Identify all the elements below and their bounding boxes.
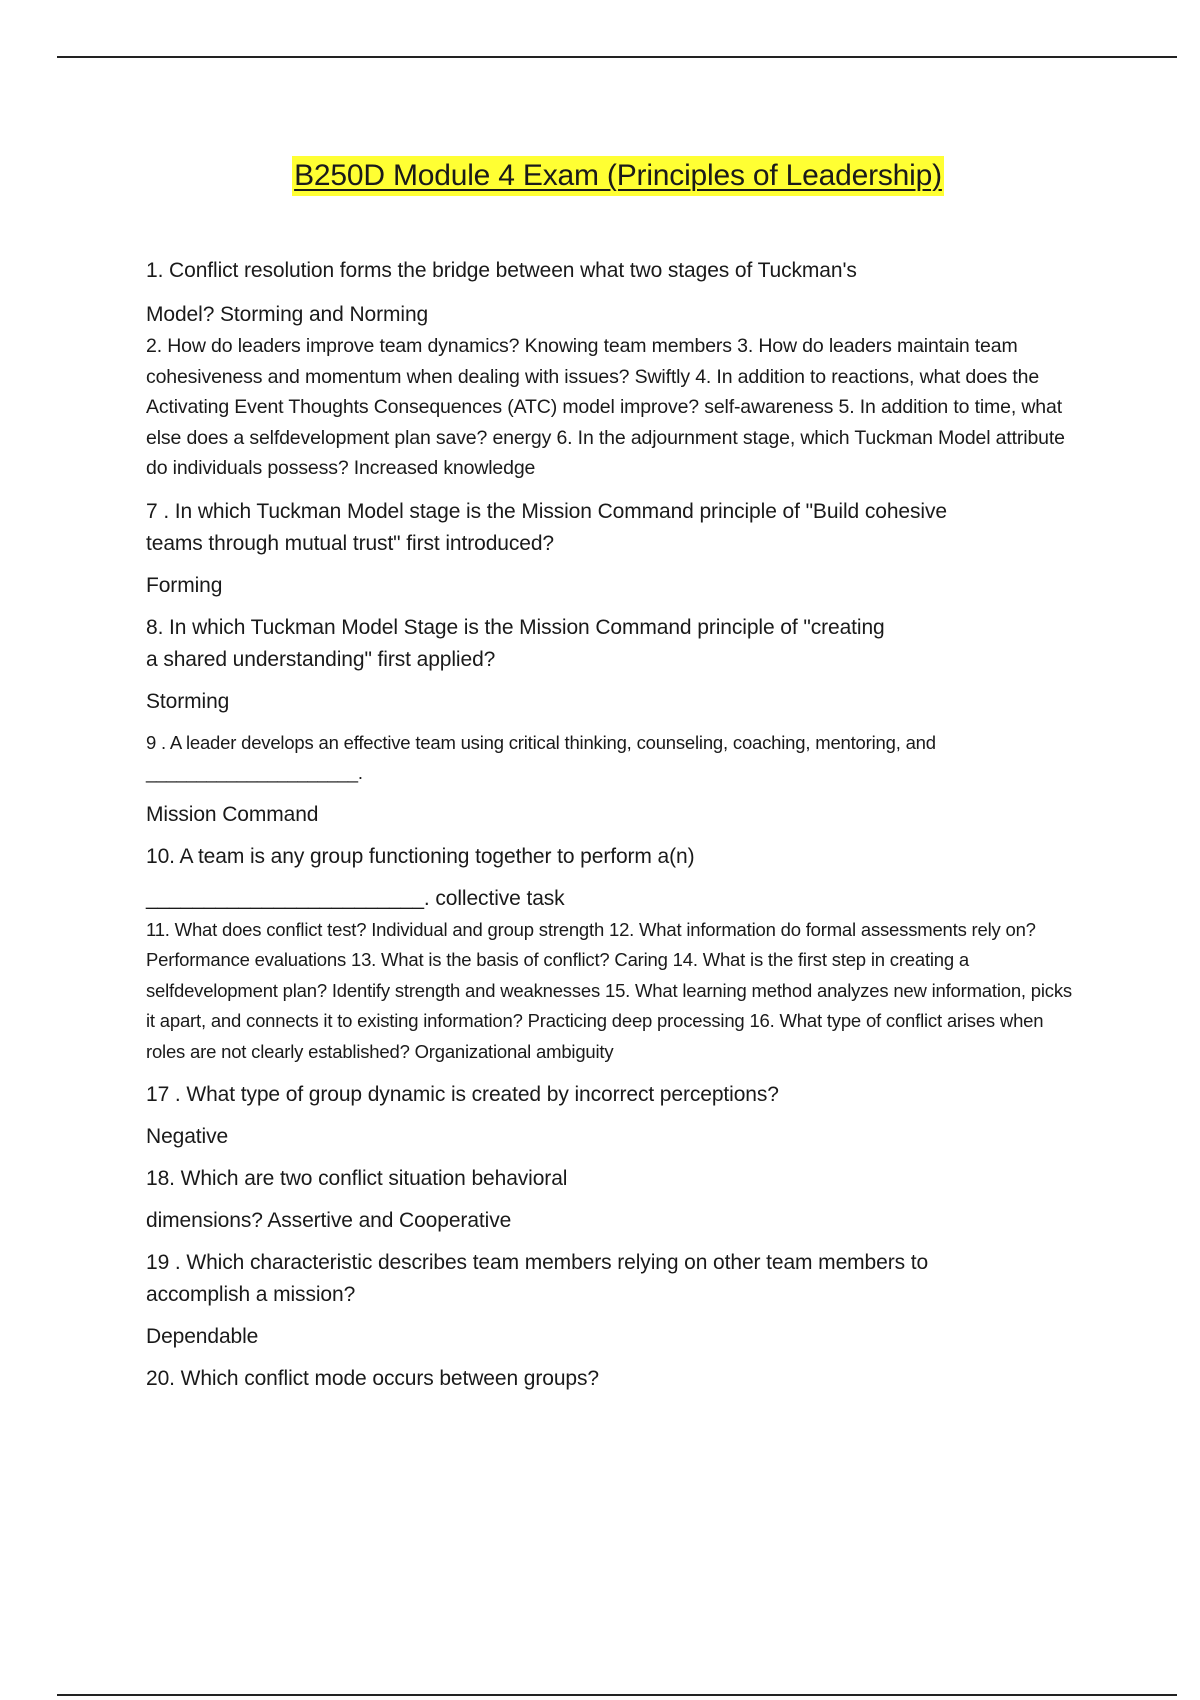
question-17-answer: Negative — [146, 1125, 229, 1148]
question-10-line-2: ________________________. collective task — [146, 886, 565, 910]
question-10-line-1: 10. A team is any group functioning together to perform a(n) — [146, 844, 695, 868]
question-18-line-2: dimensions? Assertive and Cooperative — [146, 1209, 512, 1232]
question-7-answer: Forming — [146, 573, 223, 597]
question-18-line-1: 18. Which are two conflict situation behavioral — [146, 1167, 568, 1190]
question-7-line-1: 7 . In which Tuckman Model stage is the Mission Command principle of "Build cohesive — [146, 499, 947, 523]
question-20-line-1: 20. Which conflict mode occurs between groups? — [146, 1367, 599, 1390]
document-title: B250D Module 4 Exam (Principles of Leadership) — [292, 156, 944, 196]
question-9-line-1: 9 . A leader develops an effective team using critical thinking, counseling, coaching, mentoring, and — [146, 731, 936, 753]
question-1-line-2: Model? Storming and Norming — [146, 303, 429, 326]
bottom-rule — [57, 1694, 1177, 1696]
question-9-answer: Mission Command — [146, 802, 319, 826]
questions-11-16-paragraph: 11. What does conflict test? Individual and group strength 12. What information do formal assessments rely on? Performance evaluations 13. What is the basis of conflict? Caring 14. What is the first step in creating a selfdevelopment plan? Identify strength and weaknesses 15. What learning method analyzes new information, picks it apart, and connects it to existing information? Practicing deep processing 16. What type of conflict arises when roles are not clearly established? Organizational ambiguity — [146, 918, 1072, 1062]
title-wrap — [0, 156, 1200, 196]
question-19-answer: Dependable — [146, 1325, 259, 1348]
question-9-blank: _____________________. — [146, 762, 363, 783]
document-body — [146, 255, 1076, 1395]
question-8-line-1: 8. In which Tuckman Model Stage is the Mission Command principle of "creating — [146, 615, 885, 639]
question-1-line-1: 1. Conflict resolution forms the bridge between what two stages of Tuckman's — [146, 259, 857, 282]
question-8-answer: Storming — [146, 689, 230, 713]
question-19-line-2: accomplish a mission? — [146, 1283, 356, 1306]
top-rule — [57, 56, 1177, 58]
question-19-line-1: 19 . Which characteristic describes team members relying on other team members to — [146, 1251, 929, 1274]
question-7-line-2: teams through mutual trust" first introduced? — [146, 531, 554, 555]
question-8-line-2: a shared understanding" first applied? — [146, 647, 496, 671]
questions-2-6-paragraph: 2. How do leaders improve team dynamics? Knowing team members 3. How do leaders maintain team cohesiveness and momentum when dealing with issues? Swiftly 4. In addition to reactions, what does the Activating Event Thoughts Consequences (ATC) model improve? self-awareness 5. In addition to time, what else does a selfdevelopment plan save? energy 6. In the adjournment stage, which Tuckman Model attribute do individuals possess? Increased knowledge — [146, 335, 1065, 479]
question-17-line-1: 17 . What type of group dynamic is created by incorrect perceptions? — [146, 1083, 779, 1106]
